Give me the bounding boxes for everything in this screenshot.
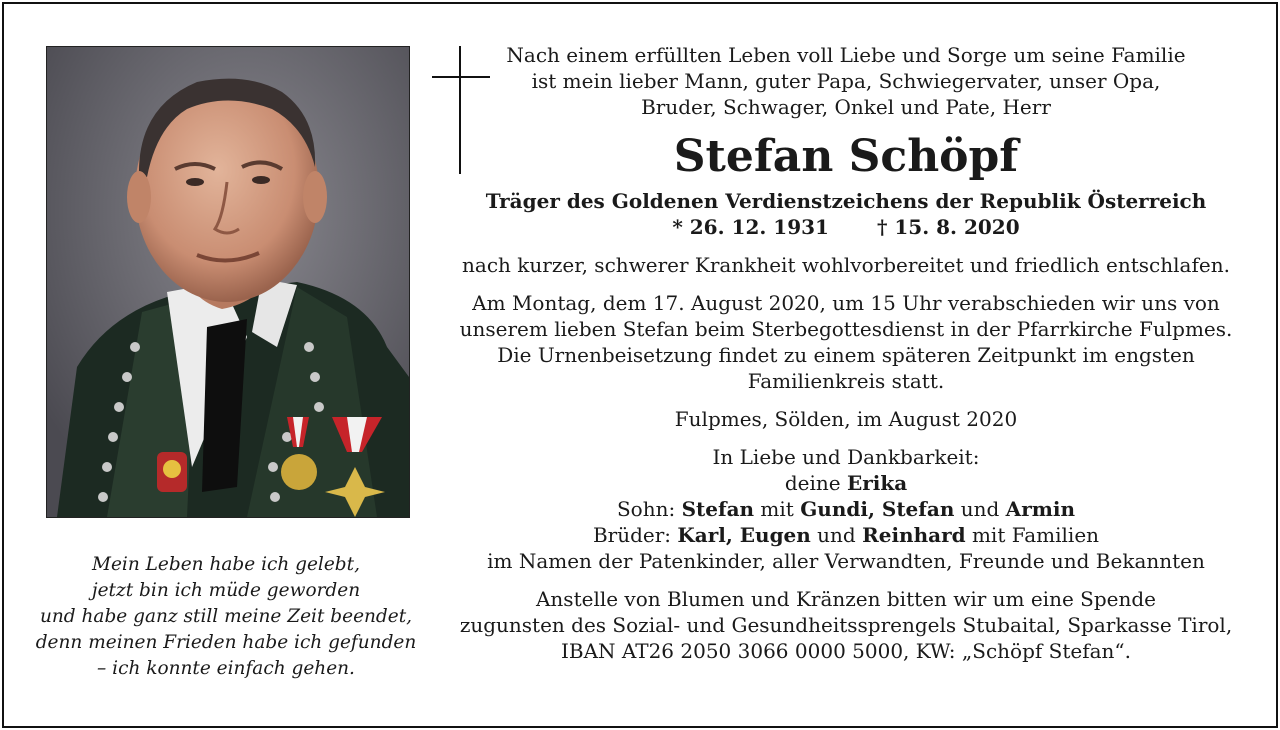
son-last: Armin (1005, 497, 1076, 521)
poem-line: – ich konnte einfach gehen. (97, 658, 355, 679)
mourners-intro: In Liebe und Dankbarkeit: (712, 445, 980, 469)
passing-line: nach kurzer, schwerer Krankheit wohlvorbereitet und friedlich entschlafen. (462, 253, 1230, 277)
place-date: Fulpmes, Sölden, im August 2020 (674, 407, 1018, 431)
honor-line: Träger des Goldenen Verdienstzeichens der Republik Österreich (485, 189, 1207, 213)
mourner-wife (440, 470, 1252, 496)
funeral-line: Familienkreis statt. (747, 369, 945, 393)
brothers-und: und (810, 523, 863, 547)
death-date: † 15. 8. 2020 (876, 215, 1020, 239)
son-und: und (954, 497, 1006, 521)
donation-line: Anstelle von Blumen und Kränzen bitten wir um eine Spende (535, 587, 1157, 611)
mourner-prefix: deine (784, 471, 847, 495)
mourner-son (440, 496, 1252, 522)
intro-line: ist mein lieber Mann, guter Papa, Schwiegervater, unser Opa, (531, 69, 1161, 93)
brothers-suffix: mit Familien (965, 523, 1100, 547)
brothers-label: Brüder: (592, 523, 678, 547)
poem-line: jetzt bin ich müde geworden (91, 580, 361, 601)
son-name: Stefan (681, 497, 755, 521)
poem-line: Mein Leben habe ich gelebt, (92, 554, 360, 575)
dates-line (440, 214, 1252, 240)
mourner-others: im Namen der Patenkinder, aller Verwandten, Freunde und Bekannten (487, 549, 1205, 573)
son-mit: mit (754, 497, 801, 521)
funeral-line: Am Montag, dem 17. August 2020, um 15 Uhr verabschieden wir uns von (472, 291, 1220, 315)
poem-line: denn meinen Frieden habe ich gefunden (35, 632, 417, 653)
funeral-line: unserem lieben Stefan beim Sterbegottesdienst in der Pfarrkirche Fulpmes. (459, 317, 1233, 341)
intro-line: Nach einem erfüllten Leben voll Liebe und Sorge um seine Familie (506, 43, 1186, 67)
funeral-line: Die Urnenbeisetzung findet zu einem späteren Zeitpunkt im engsten (497, 343, 1195, 367)
donation-line: IBAN AT26 2050 3066 0000 5000, KW: „Schöpf Stefan“. (560, 639, 1132, 663)
wife-name: Erika (846, 471, 908, 495)
deceased-name: Stefan Schöpf (673, 131, 1019, 182)
mourner-brothers (440, 522, 1252, 548)
brothers-last: Reinhard (862, 523, 966, 547)
poem-line: und habe ganz still meine Zeit beendet, (39, 606, 413, 627)
obituary-text (440, 42, 1252, 664)
intro-line: Bruder, Schwager, Onkel und Pate, Herr (641, 95, 1051, 119)
memorial-poem (20, 552, 432, 682)
son-family: Gundi, Stefan (800, 497, 955, 521)
portrait-photo (46, 46, 410, 518)
brothers-names: Karl, Eugen (677, 523, 811, 547)
donation-line: zugunsten des Sozial- und Gesundheitssprengels Stubaital, Sparkasse Tirol, (459, 613, 1233, 637)
son-label: Sohn: (616, 497, 682, 521)
birth-date: * 26. 12. 1931 (672, 215, 829, 239)
